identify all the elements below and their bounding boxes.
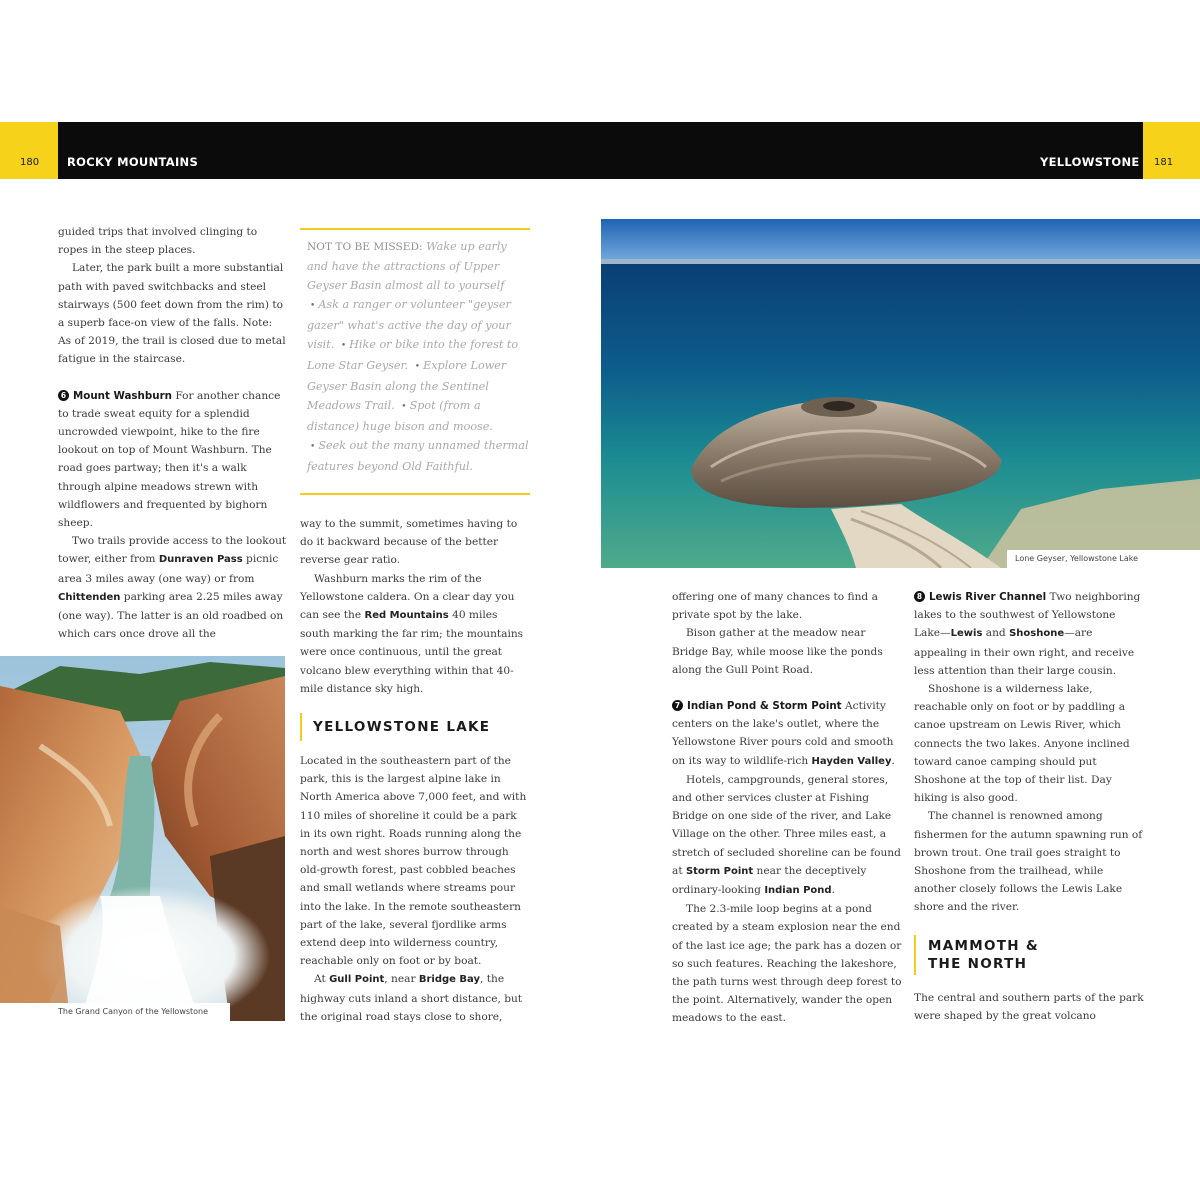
bullet-icon: • [340,341,347,351]
bullet-icon: • [310,442,316,452]
paragraph: Shoshone is a wilderness lake, reachable only on foot or by paddling a canoe upstream on Lewis River, which connects the two lakes. Anyone inclined toward canoe camping should put Shoshone at the top of their list. Day hiking is also good. [914,683,1130,805]
right-page-number: 181 [1154,157,1174,168]
paragraph: The central and southern parts of the park were shaped by the great volcano [914,992,1144,1023]
section-accent-bar [914,935,916,975]
section-heading-yellowstone-lake: YELLOWSTONE LAKE [313,719,491,735]
entry-number-badge: 6 [58,390,69,401]
paragraph: The channel is renowned among fishermen for the autumn spawning run of brown trout. One trail goes straight to Shoshone from the trailhead, while another closely follows the Lewis Lake shore and the river. [914,810,1143,914]
right-running-head: YELLOWSTONE [1040,155,1140,169]
paragraph: Bison gather at the meadow near Bridge Bay, while moose like the ponds along the Gull Point Road. [672,627,883,676]
left-column-2-lower [300,752,530,1026]
paragraph: way to the summit, sometimes having to do it backward because of the better reverse gear ratio. [300,518,518,567]
not-to-be-missed-sidebar: NOT TO BE MISSED: Wake up early and have the attractions of Upper Geyser Basin almost all to yourself • Ask a ranger or volunteer "geyser gazer" what's active the day of your visit. • Hike or bike into the forest to Lone Star Geyser. • Explore Lower Geyser Basin along the Sentinel Meadows Trail. • Spot (from a distance) huge bison and moose. • Seek out the many unnamed thermal features beyond Old Faithful. [307,240,529,473]
bullet-icon: • [310,301,316,311]
sidebar-top-rule [300,228,530,230]
sidebar-bottom-rule [300,493,530,495]
paragraph: Located in the southeastern part of the park, this is the largest alpine lake in North America above 7,000 feet, and with 110 miles of shoreline it could be a park in its own right. Roads running along the north and west shores burrow through old-growth forest, past cobbled beaches and small wetlands where streams pour into the lake. In the remote southeastern part of the lake, several fjordlike arms extend deep into wilderness country, reachable only on foot or by boat. [300,755,527,968]
lake-illustration [601,219,1200,568]
entry-title: Mount Washburn [73,389,172,402]
paragraph: Hotels, campgrounds, general stores, and other services cluster at Fishing Bridge on one side of the river, and Lake Village on the other. Three miles east, a stretch of secluded shoreline can be found at Storm Point near the deceptively ordinary-looking Indian Pond. [672,773,901,897]
right-column-4 [914,588,1144,917]
paragraph: Washburn marks the rim of the Yellowstone caldera. On a clear day you can see the Red Mountains 40 miles south marking the far rim; the mountains were once continuous, until the great volcano blew everything within that 40-mile distance sky high. [300,572,524,695]
right-page-tab [1143,122,1200,179]
lake-geyser-photo [601,219,1200,568]
bullet-icon: • [401,402,407,412]
left-page-tab [0,122,58,179]
entry-number-badge: 8 [914,591,925,602]
paragraph: Two trails provide access to the lookout tower, either from Dunraven Pass picnic area 3 miles away (one way) or from Chittenden parking area 2.25 miles away (one way). The latter is an old roadbed on which cars once drove all the [58,535,287,641]
left-column-2 [300,515,530,698]
entry-title: Indian Pond & Storm Point [687,700,842,713]
entry-number-badge: 7 [672,700,683,711]
grand-canyon-caption: The Grand Canyon of the Yellowstone [0,1003,230,1021]
canyon-illustration [0,656,285,1021]
section-accent-bar [300,713,302,741]
paragraph: The 2.3-mile loop begins at a pond created by a steam explosion near the end of the last ice age; the park has a dozen or so such features. Reaching the lakeshore, the path turns west through deep forest to the point. Alternatively, wander the open meadows to the east. [672,903,902,1025]
running-head-band [0,122,1200,179]
right-column-3 [672,588,902,1028]
paragraph: At Gull Point, near Bridge Bay, the highway cuts inland a short distance, but the original road stays close to shore, [300,973,523,1023]
entry-lewis-river: 8 Lewis River Channel Two neighboring lakes to the southwest of Yellowstone Lake—Lewis and Shoshone—are appealing in their own right, and receive less attention than their large cousin. [914,591,1141,677]
paragraph: Later, the park built a more substantial path with paved switchbacks and steel stairways (500 feet down from the rim) to a superb face-on view of the falls. Note: As of 2019, the trail is closed due to metal fatigue in the staircase. [58,262,286,366]
section-heading-mammoth: MAMMOTH & THE NORTH [928,938,1039,972]
bullet-icon: • [414,362,421,372]
entry-title: Lewis River Channel [929,591,1047,603]
sidebar-lead: NOT TO BE MISSED: [307,241,423,253]
paragraph: guided trips that involved clinging to ropes in the steep places. [58,226,258,257]
lone-geyser-caption: Lone Geyser, Yellowstone Lake [1007,550,1200,568]
left-running-head: ROCKY MOUNTAINS [67,155,199,169]
entry-mount-washburn: 6 Mount Washburn For another chance to trade sweat equity for a splendid uncrowded viewpoint, hike to the fire lookout on top of Mount Washburn. The road goes partway; then it's a walk through alpine meadows strewn with wildflowers and frequented by bighorn sheep. [58,389,281,530]
right-column-4-lower [914,989,1144,1025]
left-page-number: 180 [20,157,40,168]
entry-indian-pond: 7 Indian Pond & Storm Point Activity centers on the lake's outlet, where the Yellowstone River pours cold and smooth on its way to wildlife-rich Hayden Valley. [672,700,895,767]
left-column-1 [58,223,288,643]
grand-canyon-photo [0,656,285,1021]
paragraph: offering one of many chances to find a private spot by the lake. [672,591,878,622]
